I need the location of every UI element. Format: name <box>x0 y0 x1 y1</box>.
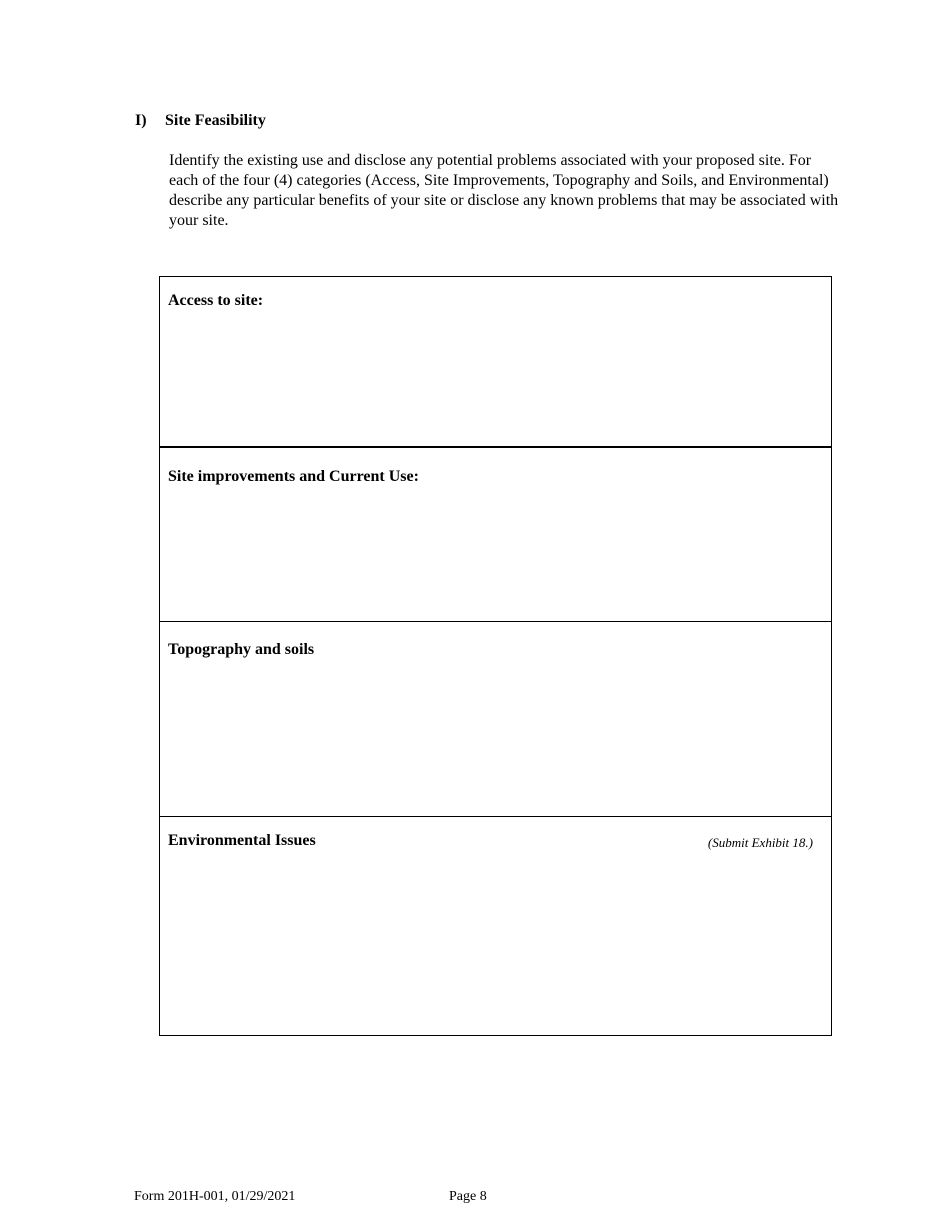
section-instructions: Identify the existing use and disclose any potential problems associated with your proposed site. For each of the four (4) categories (Access, Site Improvements, Topography and Soils, and Environmental) describe any particular benefits of your site or disclose any known problems that may be associated with your site. <box>169 152 839 229</box>
environmental-label: Environmental Issues <box>168 832 316 849</box>
footer-form-id: Form 201H-001, 01/29/2021 <box>134 1189 296 1204</box>
exhibit-note: (Submit Exhibit 18.) <box>707 835 813 850</box>
footer-page-number: Page 8 <box>449 1189 487 1204</box>
site-improvements-label: Site improvements and Current Use: <box>168 468 419 485</box>
section-heading <box>135 112 266 130</box>
site-improvements-row <box>160 448 831 622</box>
environmental-entry-area[interactable] <box>168 861 823 1027</box>
section-number: I) <box>135 112 147 129</box>
access-to-site-row <box>160 277 831 448</box>
topography-label: Topography and soils <box>168 641 315 658</box>
topography-row <box>160 622 831 817</box>
site-feasibility-table <box>159 276 832 1036</box>
access-to-site-label: Access to site: <box>168 292 264 309</box>
section-title: Site Feasibility <box>165 112 266 129</box>
topography-entry-area[interactable] <box>168 666 823 808</box>
access-to-site-entry-area[interactable] <box>168 321 823 438</box>
site-improvements-entry-area[interactable] <box>168 492 823 613</box>
environmental-row <box>160 817 831 1035</box>
